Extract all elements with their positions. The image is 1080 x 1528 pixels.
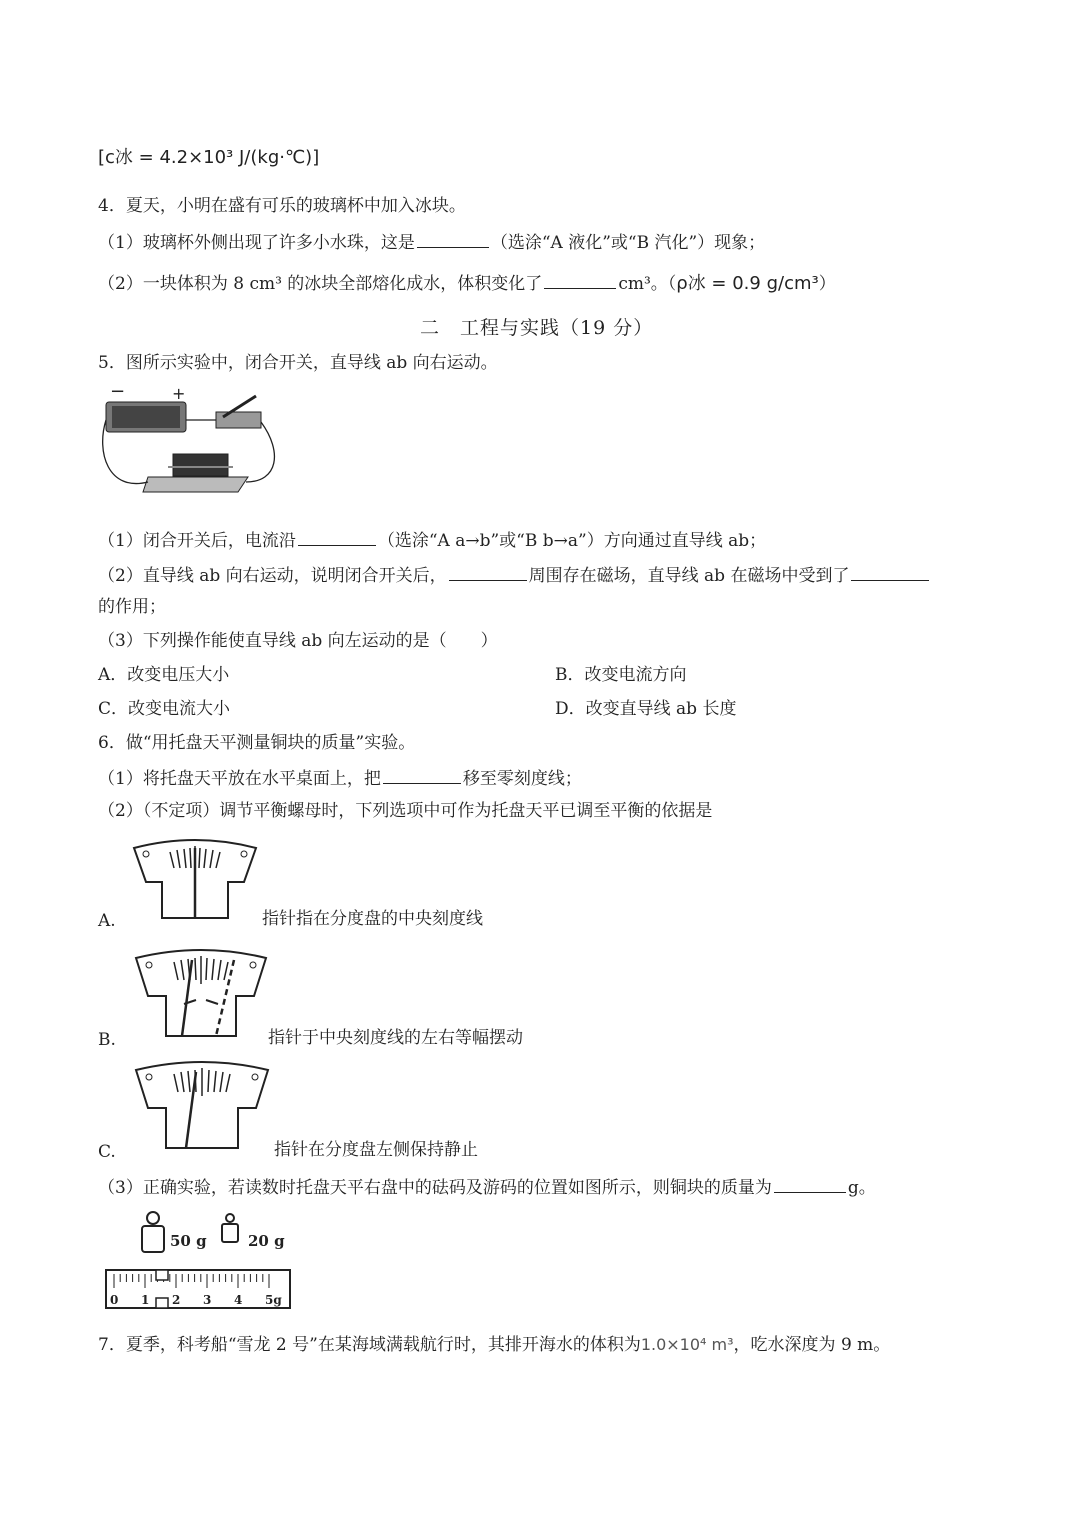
- answer-blank[interactable]: [298, 527, 376, 546]
- q5-p1-text-a: （1）闭合开关后，电流沿: [98, 531, 296, 551]
- answer-blank[interactable]: [544, 270, 616, 289]
- scale-label: 0: [110, 1293, 119, 1307]
- weight-50g-label: 50 g: [170, 1232, 207, 1250]
- circuit-figure: [98, 382, 288, 502]
- q5-part3: （3）下列操作能使直导线 ab 向左运动的是（ ）: [98, 631, 498, 651]
- answer-blank[interactable]: [774, 1174, 846, 1193]
- q6-option-c-label: C.: [98, 1142, 116, 1162]
- scale-label: 1: [141, 1293, 150, 1307]
- q6-option-c-text: 指针在分度盘左侧保持静止: [274, 1140, 478, 1160]
- q4-p2-text-b: cm³。（: [618, 274, 677, 294]
- q4-part1: [98, 229, 765, 255]
- q6-p3-text-b: g。: [847, 1178, 876, 1198]
- q6-option-b-text: 指针于中央刻度线的左右等幅摆动: [268, 1028, 523, 1048]
- weight-20g: [222, 1224, 238, 1242]
- q5-option-a: A．改变电压大小: [98, 665, 230, 685]
- rider-bottom: [156, 1298, 168, 1308]
- switch-base: [216, 412, 261, 428]
- section-title: 二 工程与实践（19 分）: [420, 317, 654, 339]
- weight-20g-label: 20 g: [248, 1232, 285, 1250]
- dial-figure-c: [134, 1060, 270, 1152]
- base-board: [143, 477, 248, 492]
- weights-scale-figure: [100, 1206, 300, 1312]
- q6-p1-text-a: （1）将托盘天平放在水平桌面上，把: [98, 769, 381, 789]
- q5-p2-text-a: （2）直导线 ab 向右运动，说明闭合开关后，: [98, 566, 447, 586]
- q6-stem: 6．做“用托盘天平测量铜块的质量”实验。: [98, 733, 416, 753]
- q4-p2-text-a: （2）一块体积为 8 cm³ 的冰块全部熔化成水，体积变化了: [98, 274, 543, 294]
- q4-density-formula: ρ冰 = 0.9 g/cm³: [676, 273, 819, 294]
- scale-label: 2: [172, 1293, 181, 1307]
- weight-20g-knob: [226, 1214, 234, 1222]
- q6-option-b-label: B.: [98, 1030, 116, 1050]
- q5-p2-text-b: 周围存在磁场，直导线 ab 在磁场中受到了: [528, 566, 850, 586]
- q5-option-c: C．改变电流大小: [98, 699, 231, 719]
- q6-option-a-label: A.: [98, 911, 116, 931]
- q5-part1: [98, 527, 766, 553]
- q5-option-d: D．改变直导线 ab 长度: [555, 699, 737, 719]
- q4-p1-text-b: （选涂“A 液化”或“B 汽化”）现象；: [490, 233, 766, 253]
- rider-top: [156, 1270, 168, 1280]
- q6-option-a-text: 指针指在分度盘的中央刻度线: [262, 909, 483, 929]
- dial-figure-a: [132, 838, 258, 922]
- weight-50g: [142, 1226, 164, 1252]
- scale-label: 5g: [265, 1293, 282, 1307]
- formula-specific-heat: [c冰 = 4.2×10³ J/(kg·℃)]: [98, 147, 320, 168]
- q4-stem: 4．夏天，小明在盛有可乐的玻璃杯中加入冰块。: [98, 196, 466, 216]
- dial-figure-b: [134, 948, 268, 1040]
- answer-blank[interactable]: [449, 562, 527, 581]
- wire: [246, 422, 274, 482]
- q7-text-a: 7．夏季，科考船“雪龙 2 号”在某海域满载航行时，其排开海水的体积为: [98, 1335, 641, 1355]
- q5-stem: 5．图所示实验中，闭合开关，直导线 ab 向右运动。: [98, 353, 498, 373]
- q6-part2: （2）（不定项）调节平衡螺母时，下列选项中可作为托盘天平已调至平衡的依据是: [98, 801, 713, 821]
- q7-stem: [98, 1333, 890, 1357]
- q6-part1: [98, 765, 582, 791]
- answer-blank[interactable]: [383, 765, 461, 784]
- q5-p2-cont: 的作用；: [98, 597, 166, 617]
- q6-p3-text-a: （3）正确实验，若读数时托盘天平右盘中的砝码及游码的位置如图所示，则铜块的质量为: [98, 1178, 772, 1198]
- q7-text-b: ，吃水深度为 9 m。: [733, 1335, 891, 1355]
- q6-p1-text-b: 移至零刻度线；: [462, 769, 582, 789]
- scale-label: 4: [234, 1293, 243, 1307]
- q5-p1-text-b: （选涂“A a→b”或“B b→a”）方向通过直导线 ab；: [377, 531, 767, 551]
- q5-part2: [98, 562, 931, 588]
- weight-50g-knob: [147, 1212, 159, 1224]
- q4-p1-text-a: （1）玻璃杯外侧出现了许多小水珠，这是: [98, 233, 415, 253]
- u-magnet: [173, 454, 228, 476]
- q4-p2-text-c: ）: [818, 274, 836, 294]
- q6-part3: [98, 1174, 876, 1200]
- q7-volume: 1.0×10⁴ m³: [640, 1335, 734, 1354]
- minus-sign: −: [110, 382, 126, 402]
- answer-blank[interactable]: [417, 229, 489, 248]
- q4-part2: [98, 270, 836, 296]
- battery-coil: [112, 406, 180, 428]
- answer-blank[interactable]: [851, 562, 929, 581]
- scale-label: 3: [203, 1293, 212, 1307]
- q5-option-b: B．改变电流方向: [555, 665, 687, 685]
- plus-sign: +: [172, 384, 186, 403]
